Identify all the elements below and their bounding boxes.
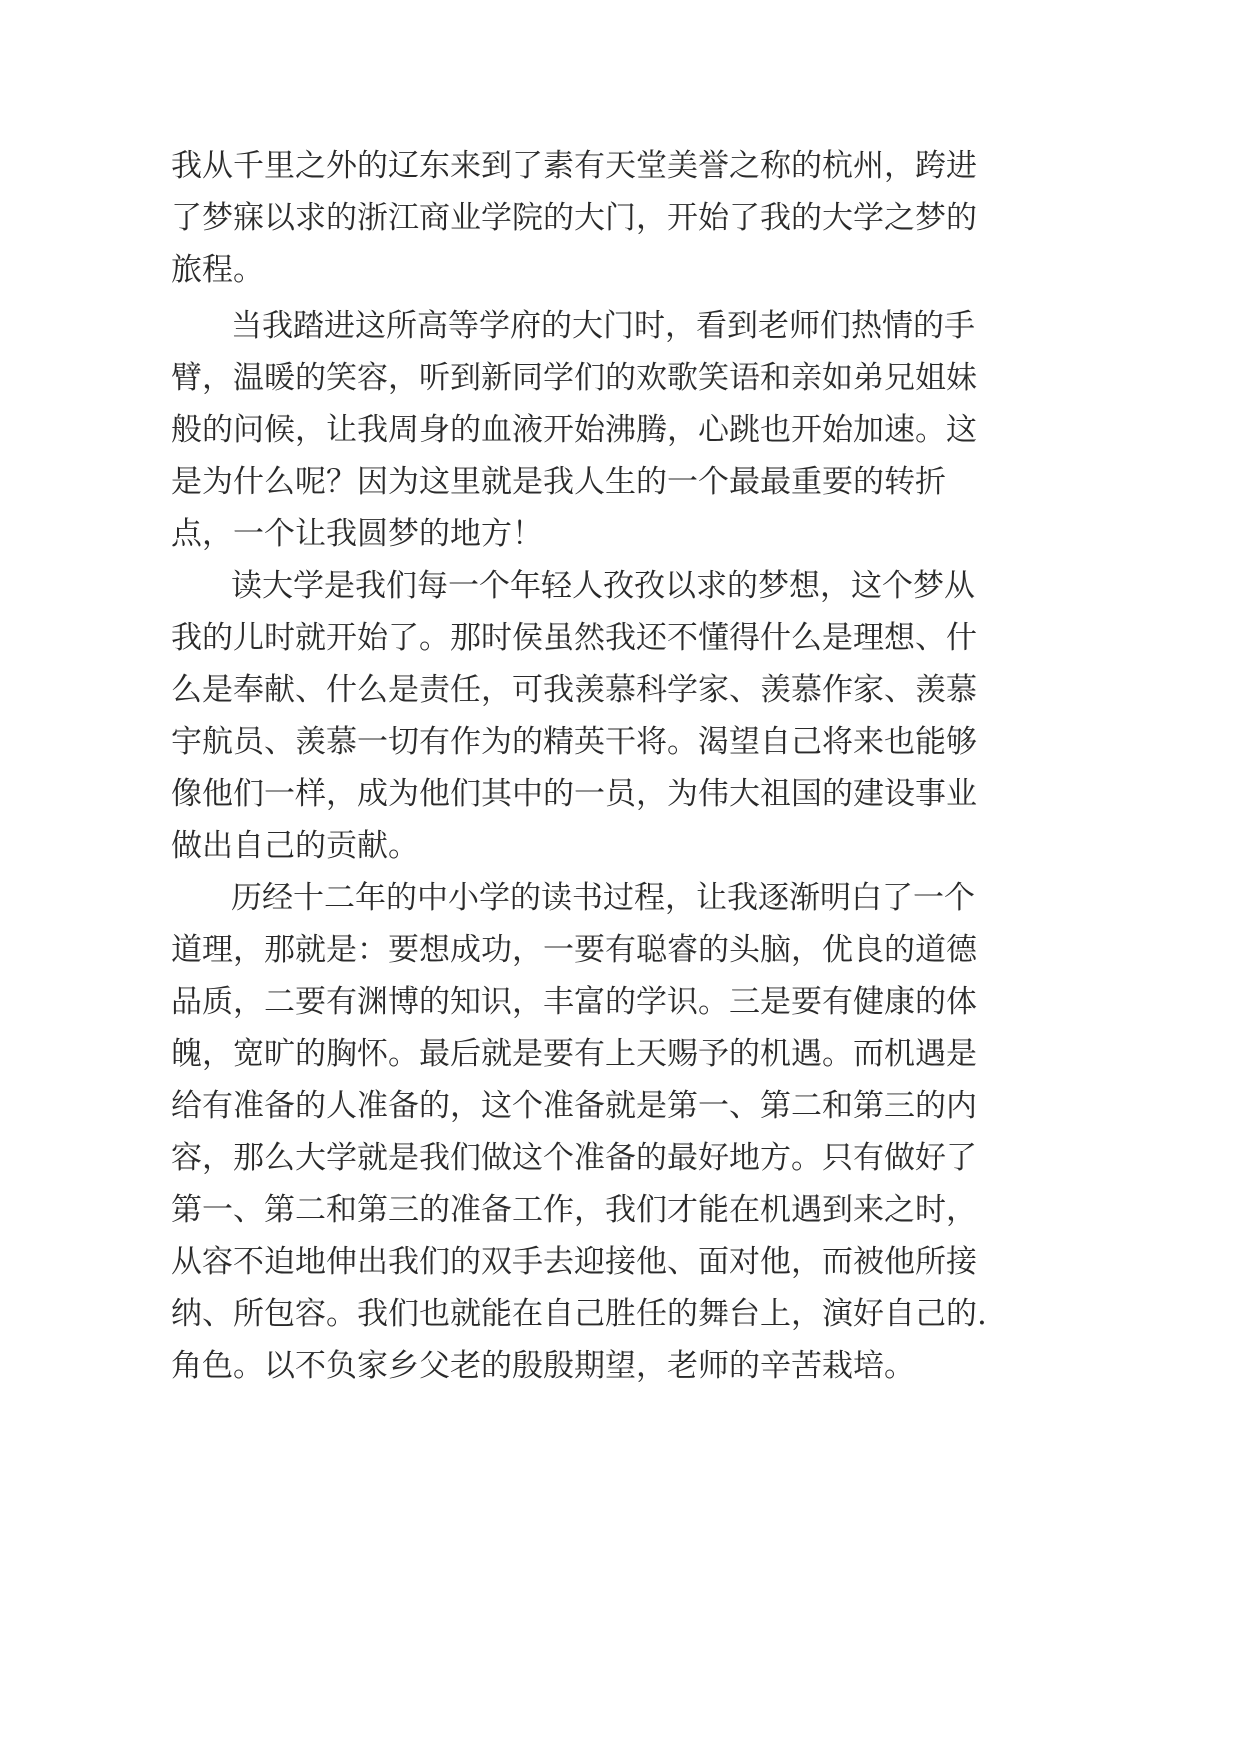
text-line: 做出自己的贡献。 [171, 828, 419, 864]
text-line: 历经十二年的中小学的读书过程，让我逐渐明白了一个 [231, 880, 975, 916]
text-line: 品质，二要有渊博的知识，丰富的学识。三是要有健康的体 [171, 984, 977, 1020]
text-line: 么是奉献、什么是责任，可我羡慕科学家、羡慕作家、羡慕 [171, 672, 977, 708]
text-line: 第一、第二和第三的准备工作，我们才能在机遇到来之时， [171, 1192, 977, 1228]
text-line: 我的儿时就开始了。那时侯虽然我还不懂得什么是理想、什 [171, 620, 977, 656]
text-line: 般的问候，让我周身的血液开始沸腾，心跳也开始加速。这 [171, 412, 977, 448]
text-line: 旅程。 [171, 252, 264, 288]
text-line: 我从千里之外的辽东来到了素有天堂美誉之称的杭州，跨进 [171, 148, 977, 184]
text-line: 读大学是我们每一个年轻人孜孜以求的梦想，这个梦从 [231, 568, 975, 604]
text-line: 纳、所包容。我们也就能在自己胜任的舞台上，演好自己的. [171, 1296, 987, 1332]
text-line: 了梦寐以求的浙江商业学院的大门，开始了我的大学之梦的 [171, 200, 977, 236]
text-line: 臂，温暖的笑容，听到新同学们的欢歌笑语和亲如弟兄姐妹 [171, 360, 977, 396]
text-line: 宇航员、羡慕一切有作为的精英干将。渴望自己将来也能够 [171, 724, 977, 760]
text-line: 点，一个让我圆梦的地方！ [171, 516, 543, 552]
text-line: 当我踏进这所高等学府的大门时，看到老师们热情的手 [231, 308, 975, 344]
text-line: 容，那么大学就是我们做这个准备的最好地方。只有做好了 [171, 1140, 977, 1176]
text-line: 魄，宽旷的胸怀。最后就是要有上天赐予的机遇。而机遇是 [171, 1036, 977, 1072]
text-line: 像他们一样，成为他们其中的一员，为伟大祖国的建设事业 [171, 776, 977, 812]
text-line: 是为什么呢？因为这里就是我人生的一个最最重要的转折 [171, 464, 946, 500]
text-line: 角色。以不负家乡父老的殷殷期望，老师的辛苦栽培。 [171, 1348, 915, 1384]
text-line: 从容不迫地伸出我们的双手去迎接他、面对他，而被他所接 [171, 1244, 977, 1280]
text-line: 道理，那就是：要想成功，一要有聪睿的头脑，优良的道德 [171, 932, 977, 968]
text-line: 给有准备的人准备的，这个准备就是第一、第二和第三的内 [171, 1088, 977, 1124]
